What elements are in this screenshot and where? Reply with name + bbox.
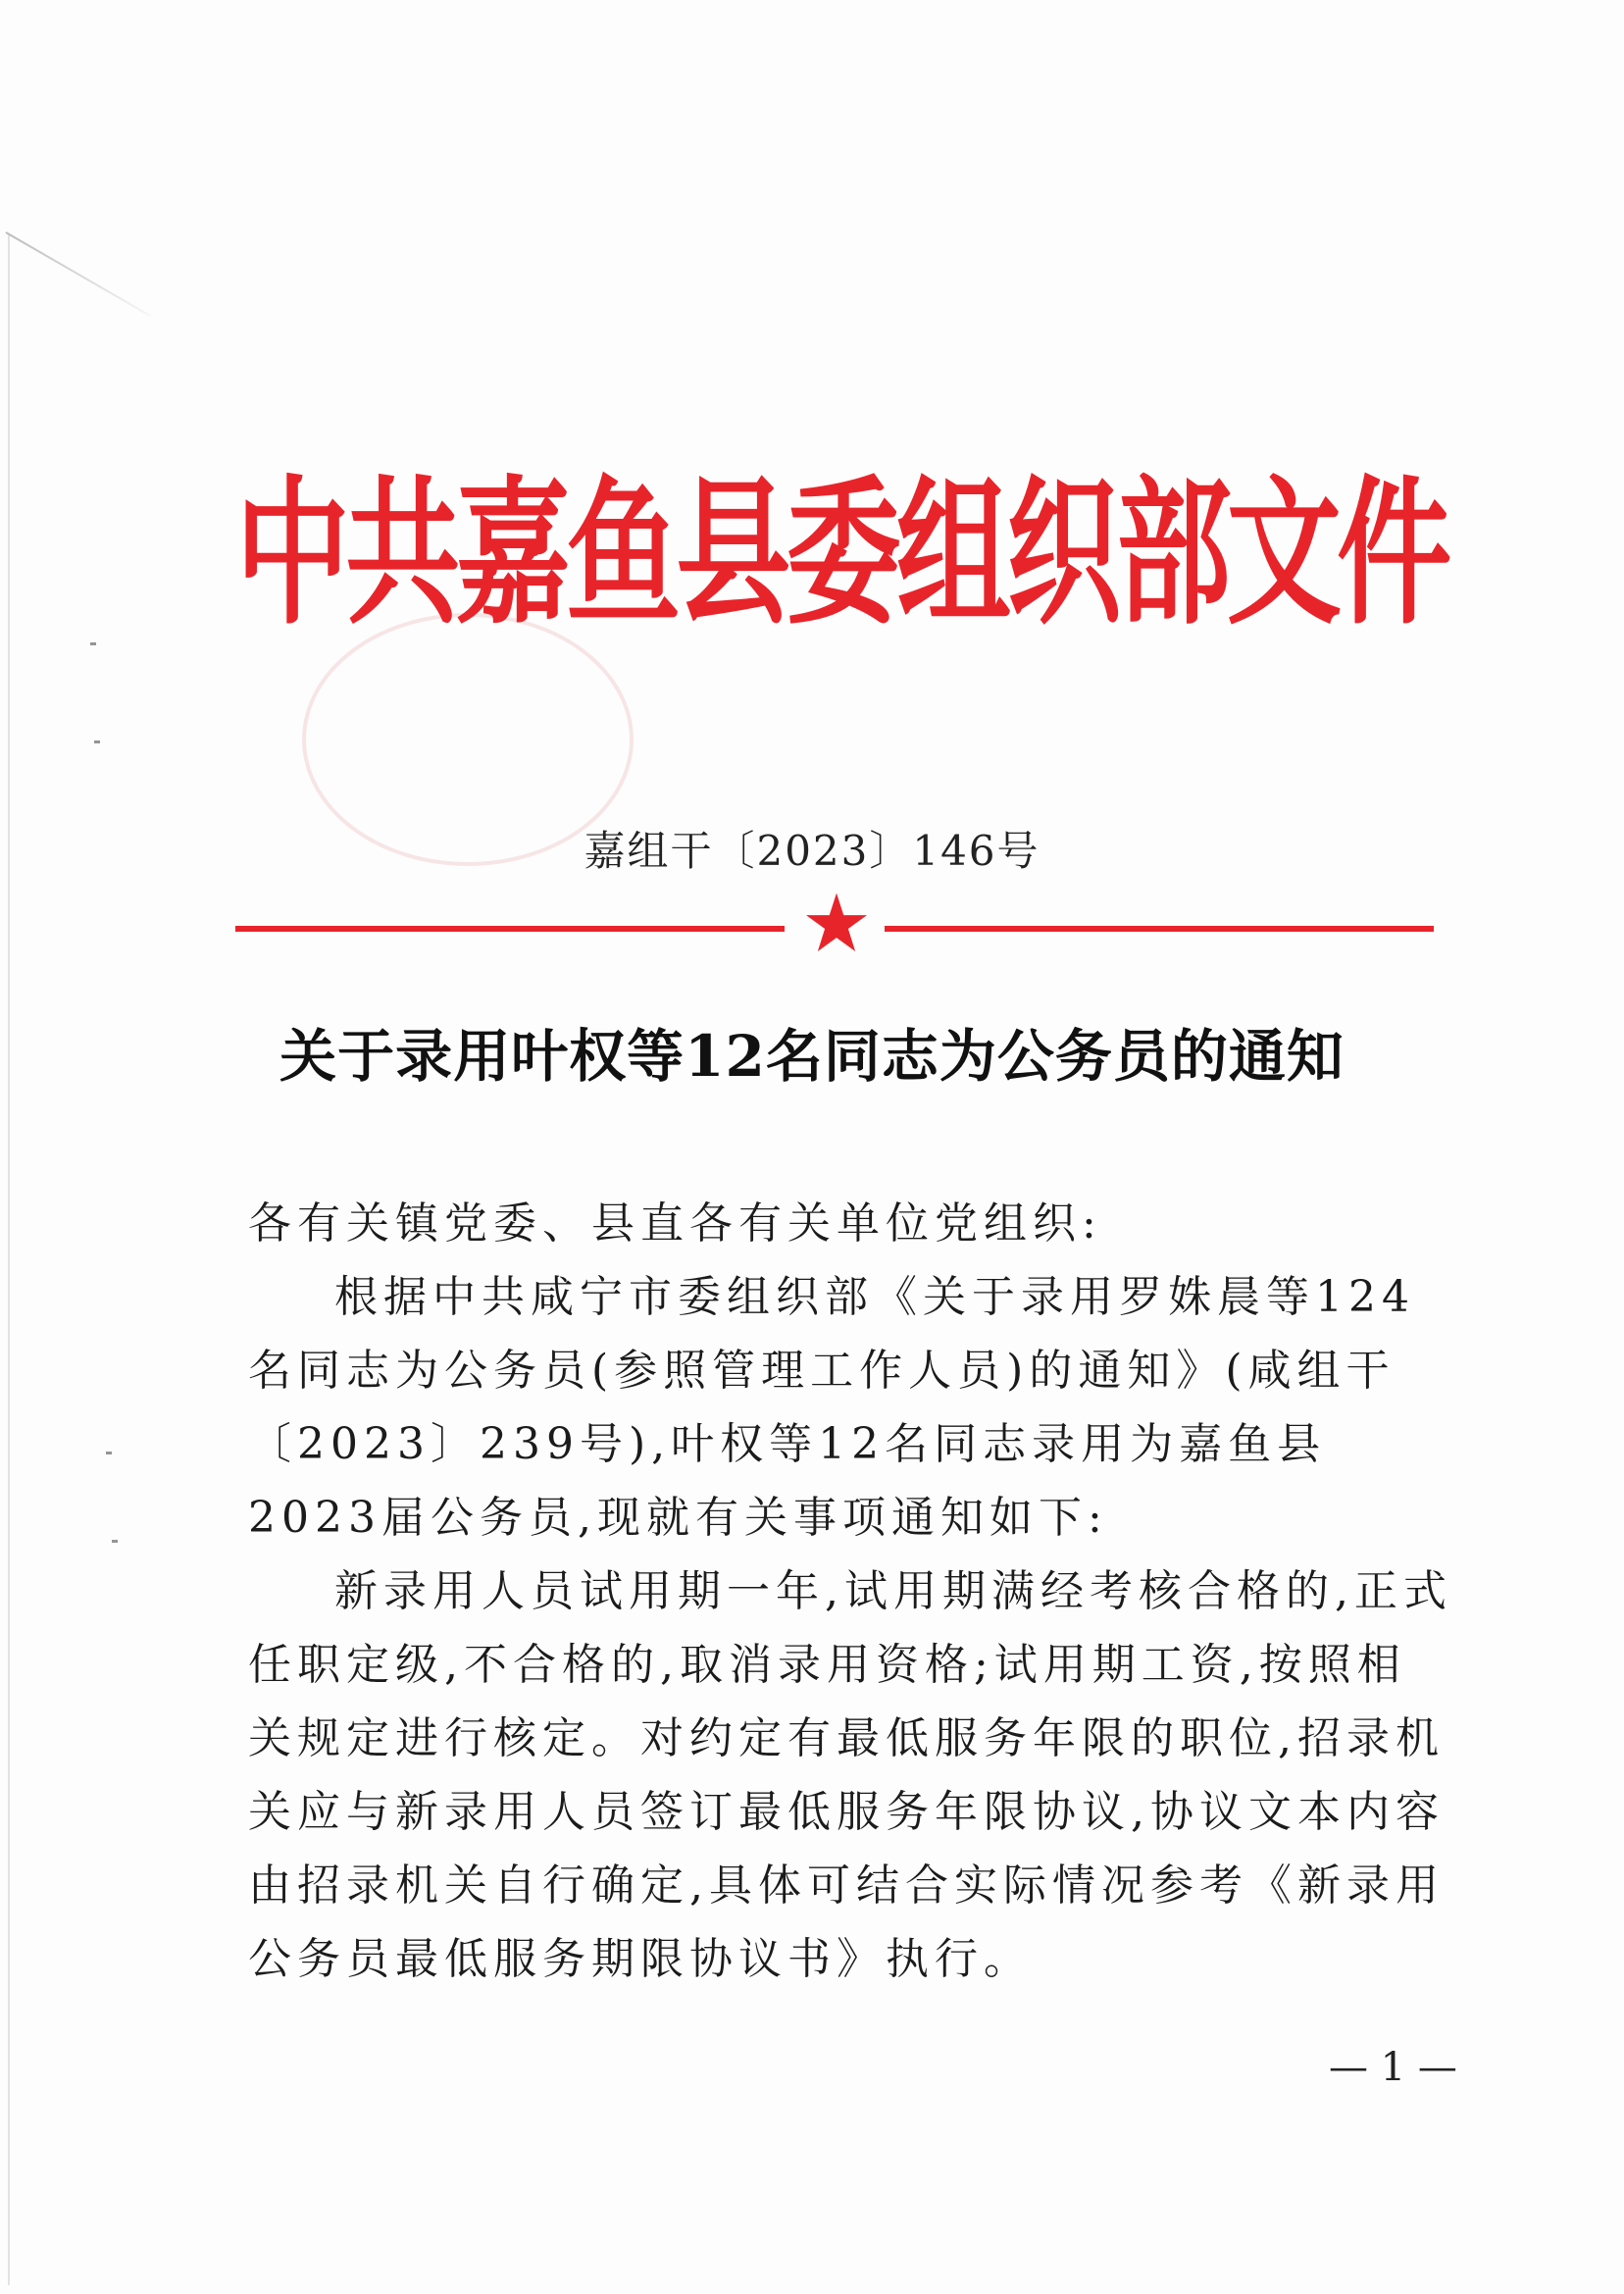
document-header: 中共嘉鱼县委组织部文件: [235, 460, 1447, 647]
fold-crease: [6, 231, 151, 317]
divider-right: [885, 926, 1434, 932]
notice-title: 关于录用叶权等12名同志为公务员的通知: [279, 1023, 1345, 1090]
star-icon: [804, 891, 869, 955]
scan-speck: [112, 1540, 118, 1543]
document-number: 嘉组干〔2023〕146号: [584, 827, 1040, 875]
scan-speck: [90, 642, 96, 645]
body-paragraph: 新录用人员试用期一年,试用期满经考核合格的,正式任职定级,不合格的,取消录用资格;试用期工资,按照相关规定进行核定。对约定有最低服务年限的职位,招录机关应与新录用人员签订最低服务年限协议,协议文本内容由招录机关自行确定,具体可结合实际情况参考《新录用公务员最低服务期限协议书》执行。: [248, 1566, 1452, 1984]
scan-speck: [106, 1452, 112, 1454]
scan-speck: [94, 740, 100, 743]
salutation: 各有关镇党委、县直各有关单位党组织:: [248, 1198, 1102, 1249]
page-number: — 1 —: [1329, 2045, 1457, 2090]
divider-left: [235, 926, 785, 932]
scan-edge: [8, 235, 10, 2285]
body-paragraph: 根据中共咸宁市委组织部《关于录用罗姝晨等124名同志为公务员(参照管理工作人员)的通知》(咸组干〔2023〕239号),叶权等12名同志录用为嘉鱼县2023届公务员,现就有关事项通知如下:: [248, 1272, 1415, 1543]
